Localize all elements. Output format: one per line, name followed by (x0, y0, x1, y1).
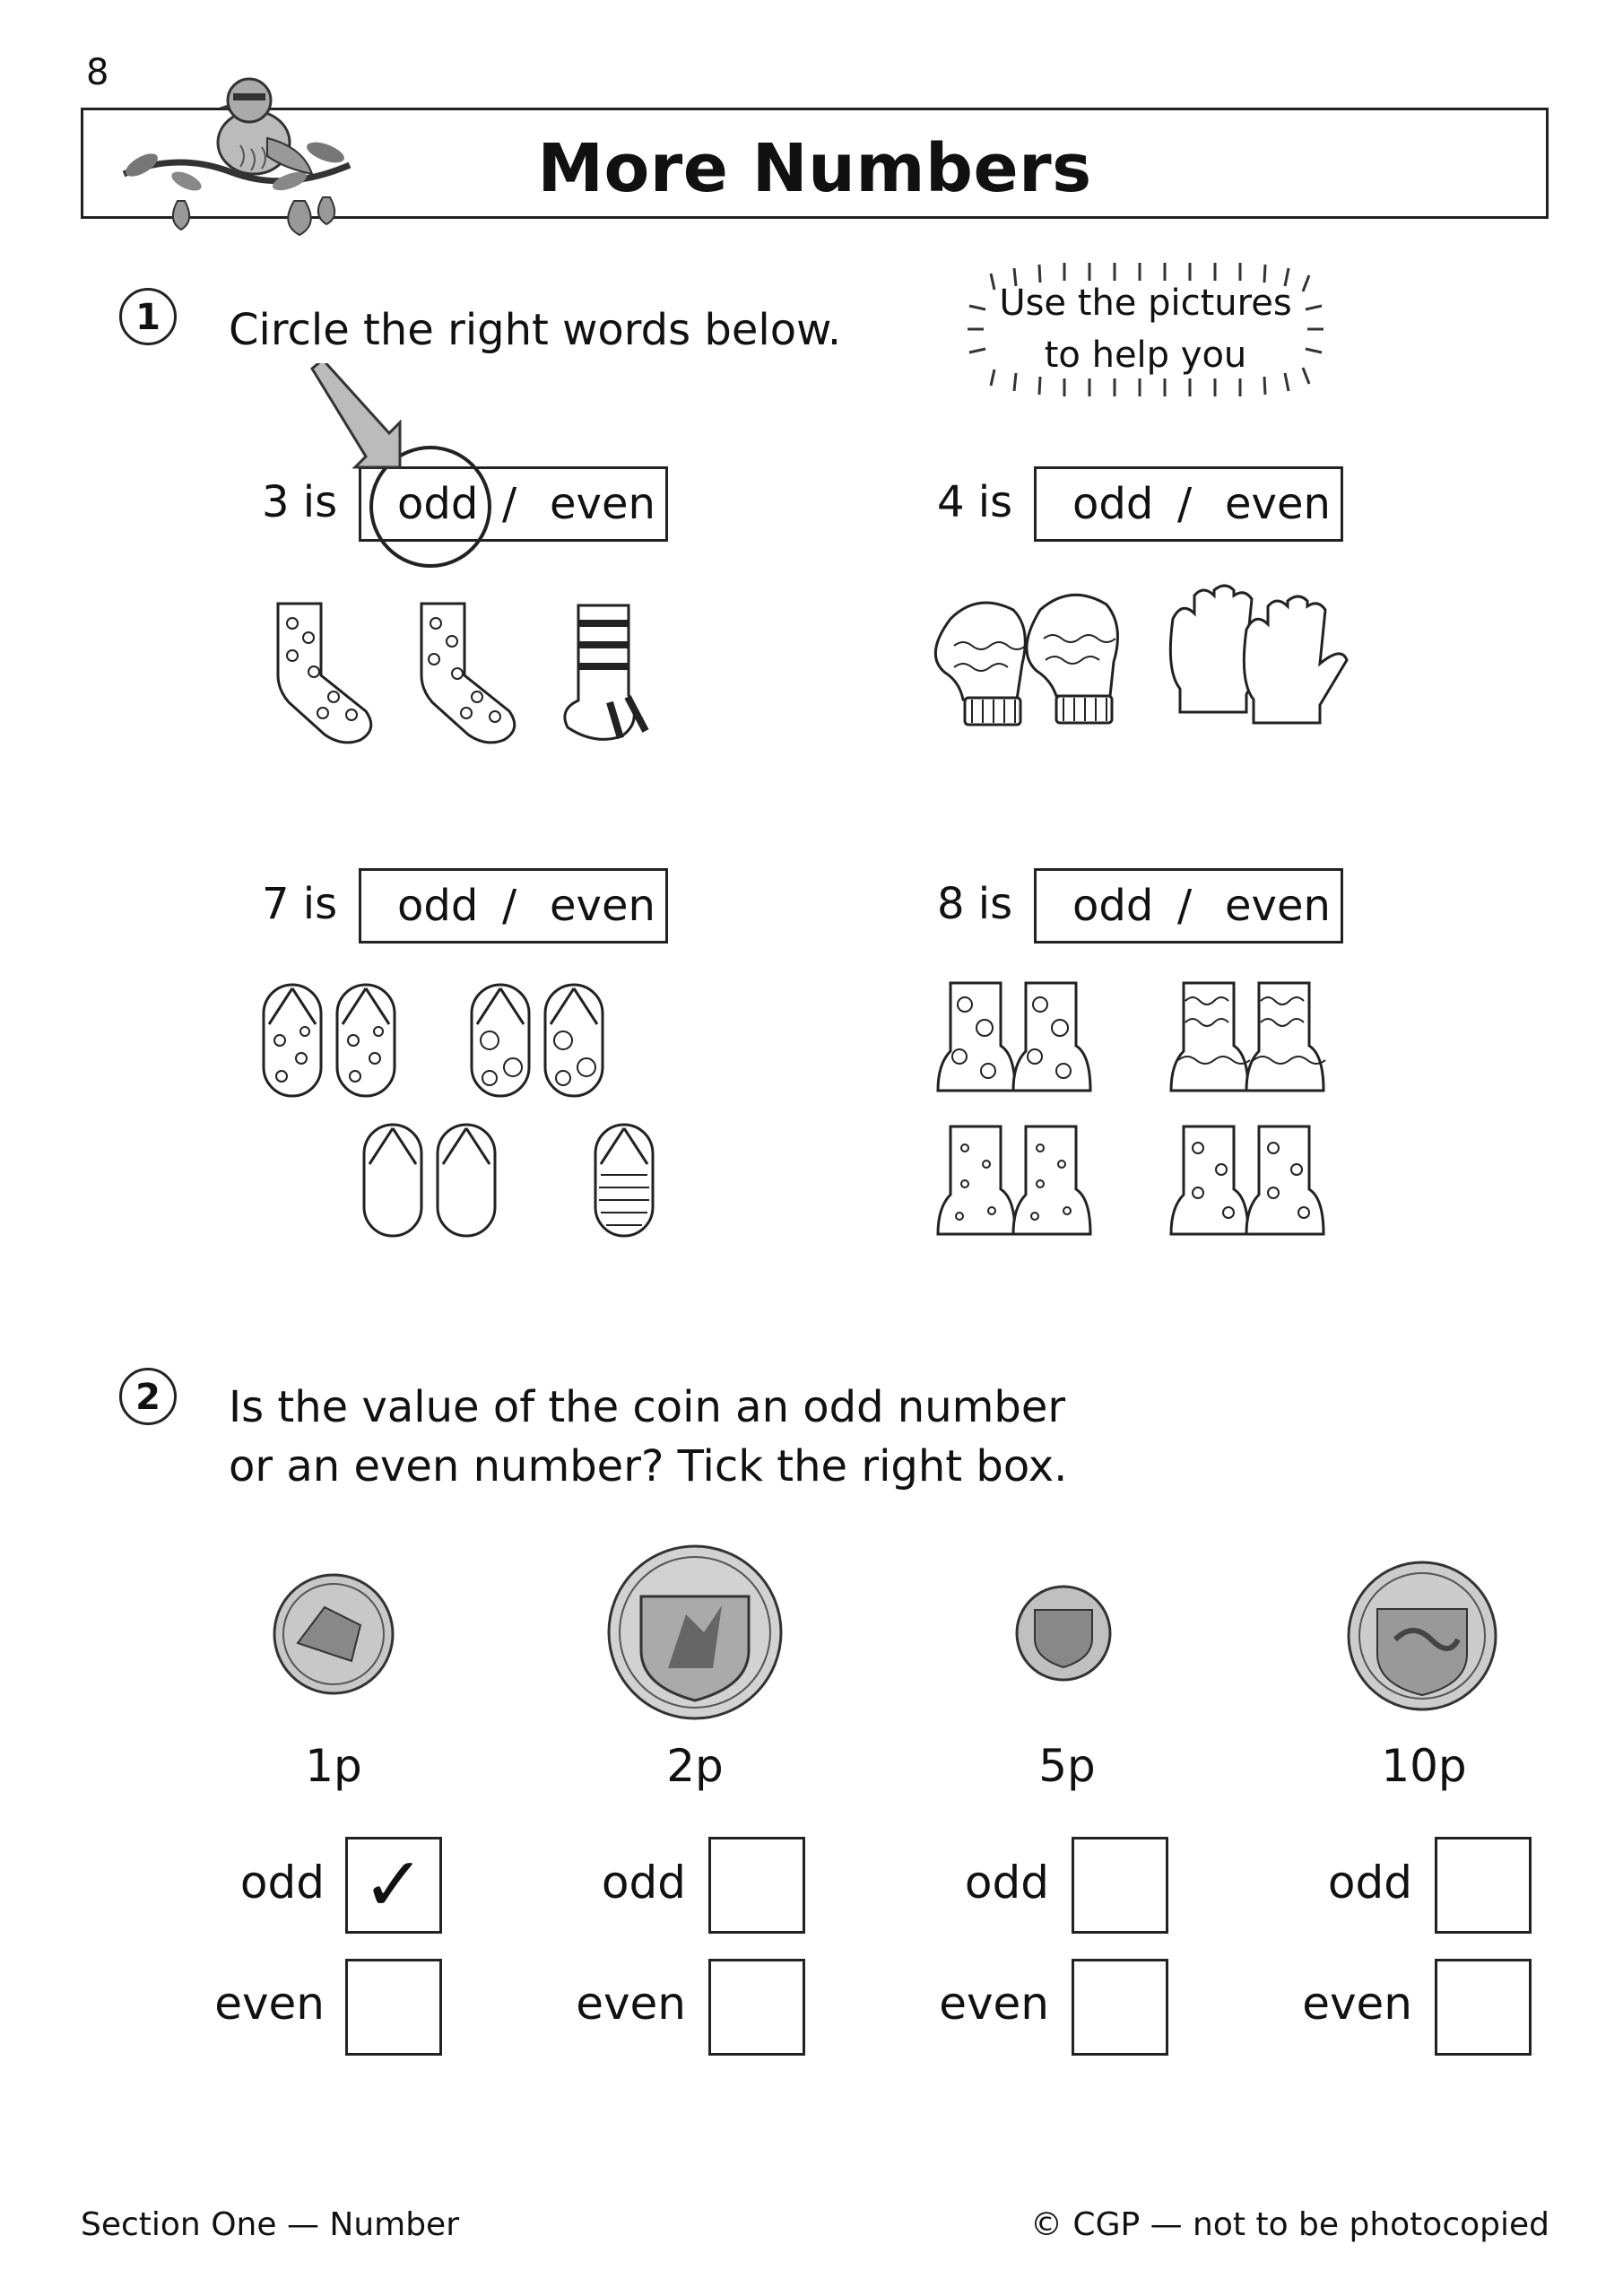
wellington-boots-picture-icon (933, 978, 1363, 1256)
hint-line-1: Use the pictures (999, 283, 1292, 324)
coin-10p-odd-checkbox[interactable] (1435, 1837, 1532, 1934)
coin-10p-odd-label: odd (1327, 1857, 1412, 1909)
item-8-separator: / (1177, 881, 1193, 931)
item-8-option-even[interactable]: even (1225, 881, 1331, 931)
coin-1p-odd-checkbox[interactable] (345, 1837, 442, 1934)
item-8-choice-box (1034, 868, 1343, 944)
coin-10p-even-label: even (1302, 1978, 1412, 2030)
question-2-number: 2 (119, 1368, 177, 1425)
coin-2p-even-label: even (576, 1978, 686, 2030)
footer-section: Section One — Number (81, 2206, 459, 2243)
hint-line-2: to help you (1044, 335, 1247, 376)
coin-2p-icon (605, 1543, 785, 1722)
socks-picture-icon (269, 596, 699, 744)
item-3-option-odd[interactable]: odd (397, 479, 479, 529)
coin-1p-odd-label: odd (239, 1857, 325, 1909)
item-3-label: 3 is (262, 477, 338, 527)
page-number: 8 (86, 52, 109, 93)
item-4-option-odd[interactable]: odd (1072, 479, 1154, 529)
item-4-label: 4 is (937, 477, 1013, 527)
coin-2p-odd-checkbox[interactable] (708, 1837, 805, 1934)
item-8-option-odd[interactable]: odd (1072, 881, 1154, 931)
coin-1p-label: 1p (305, 1740, 362, 1792)
bird-on-branch-icon (115, 75, 357, 255)
coin-5p-odd-checkbox[interactable] (1072, 1837, 1168, 1934)
footer-copyright: © CGP — not to be photocopied (1029, 2206, 1549, 2243)
coin-2p-even-checkbox[interactable] (708, 1959, 805, 2056)
coin-5p-even-checkbox[interactable] (1072, 1959, 1168, 2056)
flip-flops-picture-icon (260, 978, 699, 1247)
item-7-separator: / (502, 881, 517, 931)
item-3-option-even[interactable]: even (550, 479, 655, 529)
coin-1p-icon (271, 1571, 396, 1697)
page-title: More Numbers (537, 130, 1092, 207)
tick-mark-icon: ✓ (361, 1840, 426, 1928)
question-2-instruction-line-1: Is the value of the coin an odd number (229, 1382, 1066, 1432)
coin-5p-odd-label: odd (964, 1857, 1049, 1909)
coin-1p-even-label: even (214, 1978, 325, 2030)
coin-10p-icon (1345, 1559, 1499, 1713)
question-2-instruction-line-2: or an even number? Tick the right box. (229, 1441, 1068, 1492)
hint-bubble (964, 256, 1327, 404)
mittens-gloves-picture-icon (933, 583, 1363, 735)
item-7-option-odd[interactable]: odd (397, 881, 479, 931)
coin-5p-even-label: even (939, 1978, 1049, 2030)
coin-2p-label: 2p (666, 1740, 724, 1792)
question-1-instruction: Circle the right words below. (229, 305, 842, 355)
item-7-option-even[interactable]: even (550, 881, 655, 931)
coin-5p-label: 5p (1038, 1740, 1096, 1792)
item-4-option-even[interactable]: even (1225, 479, 1331, 529)
item-7-choice-box (359, 868, 668, 944)
coin-2p-odd-label: odd (601, 1857, 686, 1909)
example-circle-arrow-icon (296, 363, 493, 570)
coin-1p-even-checkbox[interactable] (345, 1959, 442, 2056)
coin-10p-label: 10p (1381, 1740, 1467, 1792)
coin-5p-icon (1013, 1583, 1114, 1683)
item-7-label: 7 is (262, 879, 338, 929)
coin-10p-even-checkbox[interactable] (1435, 1959, 1532, 2056)
item-8-label: 8 is (937, 879, 1013, 929)
hint-burst-icon (964, 256, 1327, 404)
item-3-separator: / (502, 479, 517, 529)
question-1-number: 1 (119, 288, 177, 345)
item-4-separator: / (1177, 479, 1193, 529)
item-4-choice-box (1034, 466, 1343, 542)
